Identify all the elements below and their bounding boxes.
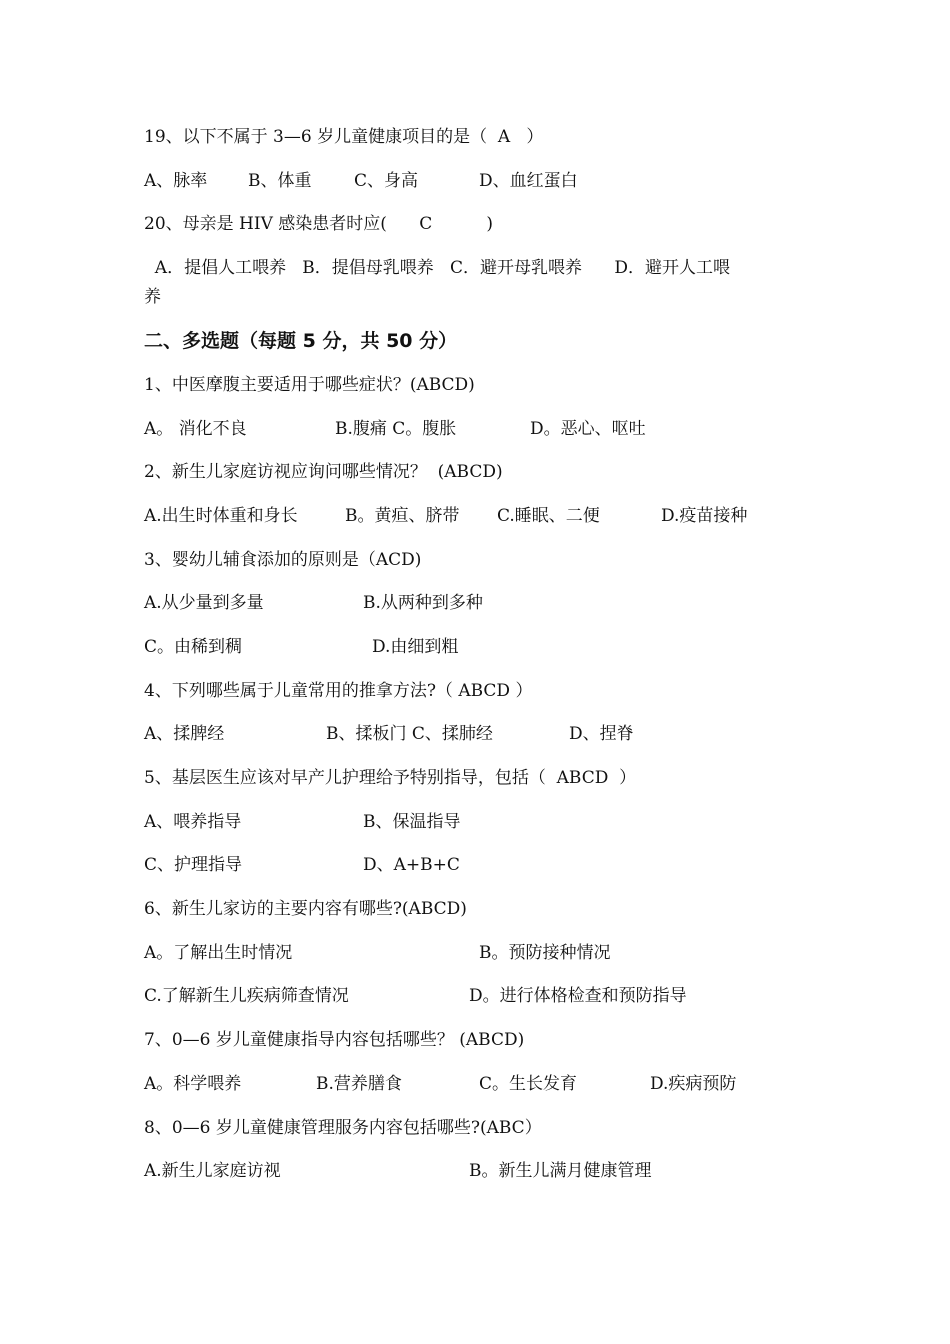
question-19-option-d: D、血红蛋白 — [479, 171, 578, 191]
multi-question-2-option-a: A.出生时体重和身长 — [144, 506, 298, 526]
multi-question-1-option-d: D。恶心、呕吐 — [530, 419, 646, 439]
multi-question-3-stem: 3、婴幼儿辅食添加的原则是（ACD) — [144, 550, 422, 570]
multi-question-4-option-a: A、揉脾经 — [144, 724, 225, 744]
multi-question-4-stem: 4、下列哪些属于儿童常用的推拿方法?（ ABCD ） — [144, 681, 533, 701]
multi-question-5-stem: 5、基层医生应该对早产儿护理给予特别指导，包括（ ABCD ） — [144, 768, 637, 788]
question-19-stem: 19、以下不属于 3—6 岁儿童健康项目的是（ A ） — [144, 127, 544, 147]
multi-question-5-option-c: C、护理指导 — [144, 855, 243, 875]
multi-question-5-option-b: B、保温指导 — [363, 812, 461, 832]
multi-question-6-option-d: D。进行体格检查和预防指导 — [469, 986, 687, 1006]
question-19-option-b: B、体重 — [248, 171, 312, 191]
multi-question-7-option-c: C。生长发育 — [479, 1074, 578, 1094]
multi-question-2-option-c: C.睡眠、二便 — [497, 506, 600, 526]
question-20-options-wrap: 养 — [144, 287, 161, 307]
multi-question-3-option-a: A.从少量到多量 — [144, 593, 264, 613]
question-19-option-a: A、脉率 — [144, 171, 208, 191]
multi-question-2-stem: 2、新生儿家庭访视应询问哪些情况？ (ABCD) — [144, 462, 503, 482]
multi-question-8-stem: 8、0—6 岁儿童健康管理服务内容包括哪些?(ABC） — [144, 1118, 542, 1138]
multi-question-5-option-a: A、喂养指导 — [144, 812, 242, 832]
multi-question-2-option-b: B。黄疸、脐带 — [345, 506, 460, 526]
multi-question-3-option-c: C。由稀到稠 — [144, 637, 243, 657]
question-19-option-c: C、身高 — [354, 171, 419, 191]
multi-question-1-option-a: A。 消化不良 — [144, 419, 247, 439]
multi-question-8-option-a: A.新生儿家庭访视 — [144, 1161, 281, 1181]
question-20-stem: 20、母亲是 HIV 感染患者时应( C ) — [144, 214, 493, 234]
multi-question-4-option-bc: B、揉板门 C、揉肺经 — [326, 724, 493, 744]
multi-question-3-option-b: B.从两种到多种 — [363, 593, 483, 613]
multi-question-1-stem: 1、中医摩腹主要适用于哪些症状？(ABCD) — [144, 375, 475, 395]
multi-question-7-option-b: B.营养膳食 — [316, 1074, 402, 1094]
multi-question-1-option-bc: B.腹痛 C。腹胀 — [335, 419, 457, 439]
multi-question-5-option-d: D、A+B+C — [363, 855, 460, 875]
multi-question-7-option-a: A。科学喂养 — [144, 1074, 242, 1094]
multi-question-6-option-c: C.了解新生儿疾病筛查情况 — [144, 986, 349, 1006]
multi-question-3-option-d: D.由细到粗 — [372, 637, 459, 657]
section-heading: 二、多选题（每题 5 分，共 50 分） — [144, 330, 458, 352]
multi-question-7-stem: 7、0—6 岁儿童健康指导内容包括哪些？ (ABCD) — [144, 1030, 525, 1050]
multi-question-4-option-d: D、捏脊 — [569, 724, 634, 744]
multi-question-2-option-d: D.疫苗接种 — [661, 506, 748, 526]
multi-question-6-option-a: A。了解出生时情况 — [144, 943, 293, 963]
question-20-options: A．提倡人工喂养 B．提倡母乳喂养 C．避开母乳喂养 D．避开人工喂 — [144, 258, 731, 278]
multi-question-7-option-d: D.疾病预防 — [650, 1074, 737, 1094]
multi-question-6-option-b: B。预防接种情况 — [479, 943, 611, 963]
multi-question-6-stem: 6、新生儿家访的主要内容有哪些?(ABCD) — [144, 899, 467, 919]
multi-question-8-option-b: B。新生儿满月健康管理 — [469, 1161, 652, 1181]
